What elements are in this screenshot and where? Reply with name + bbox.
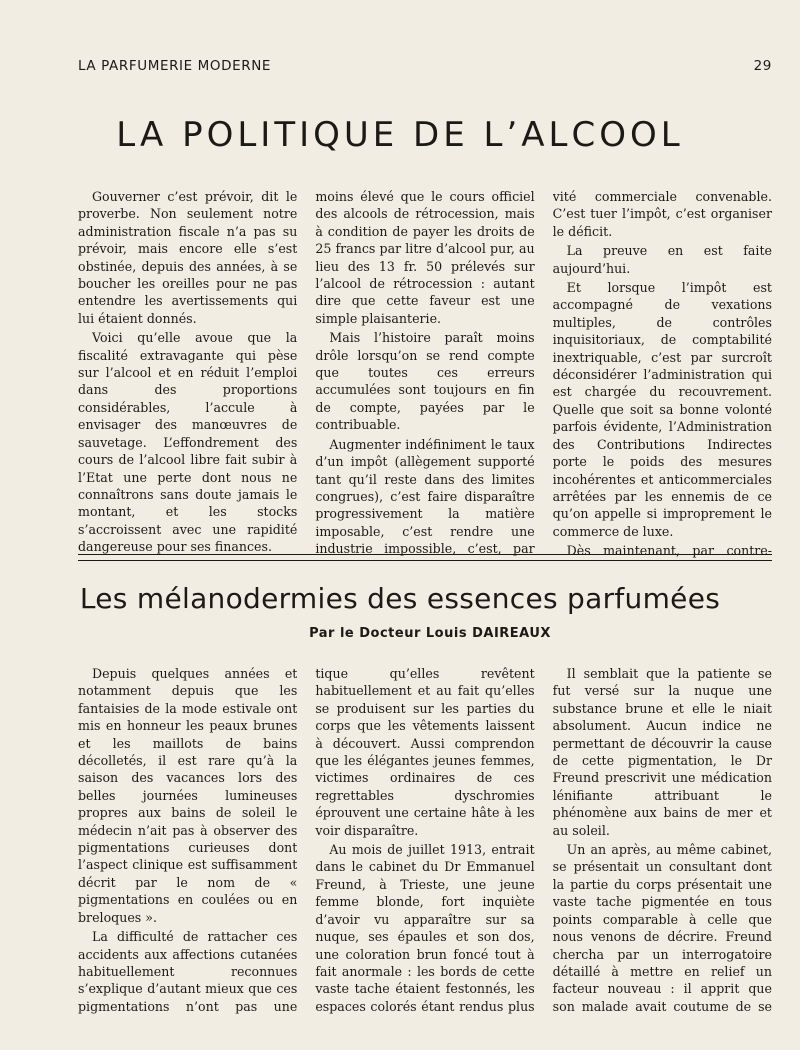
paragraph: La difficulté de rattacher ces accidents aux affections cutanées habituellement reconnues s’explique d’autant mieux que ces pigmentations n’ont pas une: [78, 929, 298, 1014]
running-head: [78, 58, 772, 74]
paragraph: Un an après, au même cabinet, se présentait un consultant dont la partie du corps présentait une vaste tache pigmentée en tous points comparable à celle que nous venons de décrire. Freund chercha par un interrogatoire détaillé à mettre en relief un facteur nouveau : il apprit que son malade avait coutume de se: [552, 842, 772, 1014]
article-body-melanodermies: [78, 665, 772, 1015]
column-1: [78, 665, 297, 1015]
paragraph: tique qu’elles revêtent habituellement et au fait qu’elles se produisent sur les parties du corps que les vêtements laissent à découvert. Aussi comprendon que les élégantes jeunes femmes, victimes ordinaires de ces regrettables dyschromies éprouvent une certaine hâte à les voir disparaître.: [315, 666, 535, 838]
column-2: [315, 188, 534, 558]
paragraph: moins élevé que le cours officiel des alcools de rétrocession, mais à condition de payer les droits de 25 francs par litre d’alcool pur, au lieu des 13 fr. 50 prélevés sur l’alcool de rétrocession : autant dire que cette faveur est une simple plaisanterie.: [315, 189, 535, 326]
article-title-melanodermies: Les mélanodermies des essences parfumées: [79, 582, 721, 615]
paragraph: Mais l’histoire paraît moins drôle lorsqu’on se rend compte que toutes ces erreurs accumulées sont toujours en fin de compte, payées par le contribuable.: [315, 330, 535, 433]
column-1: [78, 188, 297, 558]
page-number: 29: [753, 58, 772, 74]
paragraph: Il semblait que la patiente se fut versé sur la nuque une substance brune et elle le niait absolument. Aucun indice ne permettant de découvrir la cause de cette pigmentation, le Dr Freund prescrivit une médication lénifiante attribuant le phénomène aux bains de mer et au soleil.: [552, 666, 772, 838]
column-3: [553, 188, 772, 558]
paragraph: Et lorsque l’impôt est accompagné de vexations multiples, de contrôles inquisitoriaux, de comptabilité inextriquable, c’est par surcroît déconsidérer l’administration qui est chargée du recouvrement. Quelle que soit sa bonne volonté parfois évidente, l’Administration des Contributions Indirectes porte le poids des mesures incohérentes et anticommerciales arrêtées par les ennemis de ce qu’on appelle si improprement le commerce de luxe.: [552, 280, 772, 539]
paragraph: Gouverner c’est prévoir, dit le proverbe. Non seulement notre administration fiscale n’a pas su prévoir, mais encore elle s’est obstinée, depuis des années, à se boucher les oreilles pour ne pas entendre les avertissements qui lui étaient donnés.: [78, 189, 298, 326]
byline: Par le Docteur Louis DAIREAUX: [309, 626, 551, 641]
column-2: [315, 665, 534, 1015]
paragraph: vité commerciale convenable. C’est tuer l’impôt, c’est organiser le déficit.: [552, 189, 772, 239]
paragraph: Depuis quelques années et notamment depuis que les fantaisies de la mode estivale ont mis en honneur les peaux brunes et les maillots de bains décolletés, il est rare qu’à la saison des vacances lors des belles journées lumineuses propres aux bains de soleil le médecin n’ait pas à observer des pigmentations curieuses dont l’aspect clinique est suffisamment décrit par le nom de « pigmentations en coulées ou en breloques ».: [78, 666, 298, 925]
article-body-alcool: [78, 188, 772, 558]
paragraph: Voici qu’elle avoue que la fiscalité extravagante qui pèse sur l’alcool et en réduit l’emploi dans des proportions considérables, l’accule à envisager des manœuvres de sauvetage. L’effondrement des cours de l’alcool libre fait subir à l’Etat une perte dont nous ne connaîtrons sans doute jamais le montant, et les stocks s’accroissent avec une rapidité dangereuse pour ses finances.: [78, 330, 298, 555]
paragraph: Dès maintenant, par contre-: [566, 543, 772, 558]
journal-name: LA PARFUMERIE MODERNE: [78, 58, 272, 74]
paragraph: Augmenter indéfiniment le taux d’un impôt (allègement supporté tant qu’il reste dans des limites congrues), c’est faire disparaître progressivement la matière imposable, c’est rendre une industrie impossible, c’est, par: [315, 436, 535, 557]
column-3: [553, 665, 772, 1015]
article-title-alcool: LA POLITIQUE DE L’ALCOOL: [116, 115, 684, 155]
section-divider: [78, 554, 772, 561]
paragraph: Au mois de juillet 1913, entrait dans le cabinet du Dr Emmanuel Freund, à Trieste, une jeune femme blonde, fort inquiète d’avoir vu apparaître sur sa nuque, ses épaules et son dos, une coloration brun foncé tout à fait anormale : les bords de cette vaste tache étaient festonnés, les espaces colorés étant rendus plus: [315, 842, 535, 1014]
paragraph: La preuve en est faite aujourd’hui.: [552, 243, 772, 276]
